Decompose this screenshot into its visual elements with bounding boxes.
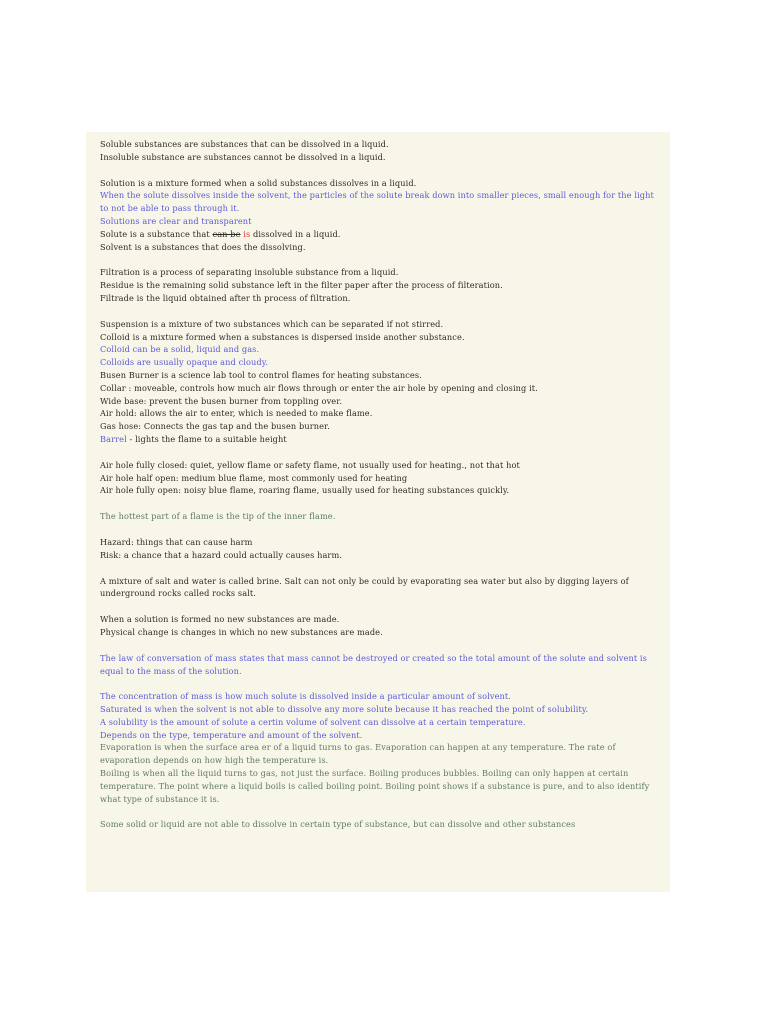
paragraph-gap <box>100 305 664 318</box>
note-line: Boiling is when all the liquid turns to gas, not just the surface. Boiling produces bubbles. Boiling can only happen at certain temperature. The point where a liquid boils is called boiling point. Boiling point shows if a substance is pure, and to also identify what type of substance it is. <box>100 768 650 804</box>
note-line: Colloid can be a solid, liquid and gas. <box>100 344 260 355</box>
note-line: Solvent is a substances that does the dissolving. <box>100 241 306 252</box>
note-line: The hottest part of a flame is the tip of the inner flame. <box>100 511 336 522</box>
note-line: Suspension is a mixture of two substances which can be separated if not stirred. <box>100 318 444 329</box>
note-block <box>100 266 664 304</box>
note-line: Air hole fully closed: quiet, yellow flame or safety flame, not usually used for heating., not that hot <box>100 459 520 470</box>
note-line: Physical change is changes in which no new substances are made. <box>100 626 383 637</box>
note-line <box>100 228 664 241</box>
note-line: Filtrade is the liquid obtained after th process of filtration. <box>100 292 351 303</box>
term-text: Barrel <box>100 433 127 444</box>
paragraph-gap <box>100 164 664 177</box>
note-line: Solution is a mixture formed when a solid substances dissolves in a liquid. <box>100 177 417 188</box>
note-block <box>100 575 664 601</box>
note-line: Depends on the type, temperature and amount of the solvent. <box>100 729 363 740</box>
note-line: Busen Burner is a science lab tool to control flames for heating substances. <box>100 369 422 380</box>
paragraph-gap <box>100 446 664 459</box>
note-line: Risk: a chance that a hazard could actually causes harm. <box>100 549 343 560</box>
note-line: Air hold: allows the air to enter, which is needed to make flame. <box>100 408 373 419</box>
note-line: Wide base: prevent the busen burner from toppling over. <box>100 395 343 406</box>
note-block <box>100 510 664 523</box>
note-line: When a solution is formed no new substances are made. <box>100 614 340 625</box>
note-line: When the solute dissolves inside the solvent, the particles of the solute break down into smaller pieces, small enough for the light to not be able to pass through it. <box>100 190 654 214</box>
note-line: Insoluble substance are substances cannot be dissolved in a liquid. <box>100 151 386 162</box>
note-line: The concentration of mass is how much solute is dissolved inside a particular amount of solvent. <box>100 691 511 702</box>
note-line: Gas hose: Connects the gas tap and the busen burner. <box>100 421 330 432</box>
note-line: Filtration is a process of separating insoluble substance from a liquid. <box>100 267 399 278</box>
note-line: Saturated is when the solvent is not able to dissolve any more solute because it has reached the point of solubility. <box>100 704 589 715</box>
paragraph-gap <box>100 600 664 613</box>
note-line <box>100 433 664 446</box>
note-block <box>100 613 664 639</box>
paragraph-gap <box>100 639 664 652</box>
note-line: Soluble substances are substances that can be dissolved in a liquid. <box>100 139 389 149</box>
paragraph-gap <box>100 523 664 536</box>
note-line: Some solid or liquid are not able to dissolve in certain type of substance, but can dissolve and other substances <box>100 819 576 830</box>
text-run: Solute is a substance that <box>100 228 213 239</box>
text-run: dissolved in a liquid. <box>250 228 341 239</box>
note-line: Collar : moveable, controls how much air flows through or enter the air hole by opening and closing it. <box>100 382 538 393</box>
note-block <box>100 652 664 678</box>
note-block <box>100 138 664 164</box>
note-line: Evaporation is when the surface area er of a liquid turns to gas. Evaporation can happen at any temperature. The rate of evaporation depends on how high the temperature is. <box>100 742 616 766</box>
note-block <box>100 459 664 497</box>
paragraph-gap <box>100 253 664 266</box>
note-block <box>100 536 664 562</box>
notes-sheet <box>86 132 670 892</box>
note-line: A solubility is the amount of solute a certin volume of solvent can dissolve at a certain temperature. <box>100 716 526 727</box>
note-block <box>100 318 664 446</box>
note-line: Hazard: things that can cause harm <box>100 536 253 547</box>
note-line: The law of conversation of mass states that mass cannot be destroyed or created so the total amount of the solute and solvent is equal to the mass of the solution. <box>100 652 647 676</box>
note-block <box>100 177 664 254</box>
note-line: Air hole half open: medium blue flame, most commonly used for heating <box>100 472 408 483</box>
struck-text: can be <box>212 228 241 239</box>
correction-text: is <box>243 228 251 239</box>
text-run: - lights the flame to a suitable height <box>126 433 287 444</box>
note-line: A mixture of salt and water is called brine. Salt can not only be could by evaporating sea water but also by digging layers of underground rocks called rocks salt. <box>100 575 629 599</box>
paragraph-gap <box>100 677 664 690</box>
note-block <box>100 690 664 805</box>
paragraph-gap <box>100 562 664 575</box>
note-line: Solutions are clear and transparent <box>100 215 252 226</box>
note-line: Colloid is a mixture formed when a substances is dispersed inside another substance. <box>100 331 465 342</box>
paragraph-gap <box>100 497 664 510</box>
note-line: Colloids are usually opaque and cloudy. <box>100 357 269 368</box>
note-line: Air hole fully open: noisy blue flame, roaring flame, usually used for heating substances quickly. <box>100 485 510 496</box>
paragraph-gap <box>100 805 664 818</box>
note-block <box>100 818 664 831</box>
note-line: Residue is the remaining solid substance left in the filter paper after the process of filteration. <box>100 280 503 291</box>
